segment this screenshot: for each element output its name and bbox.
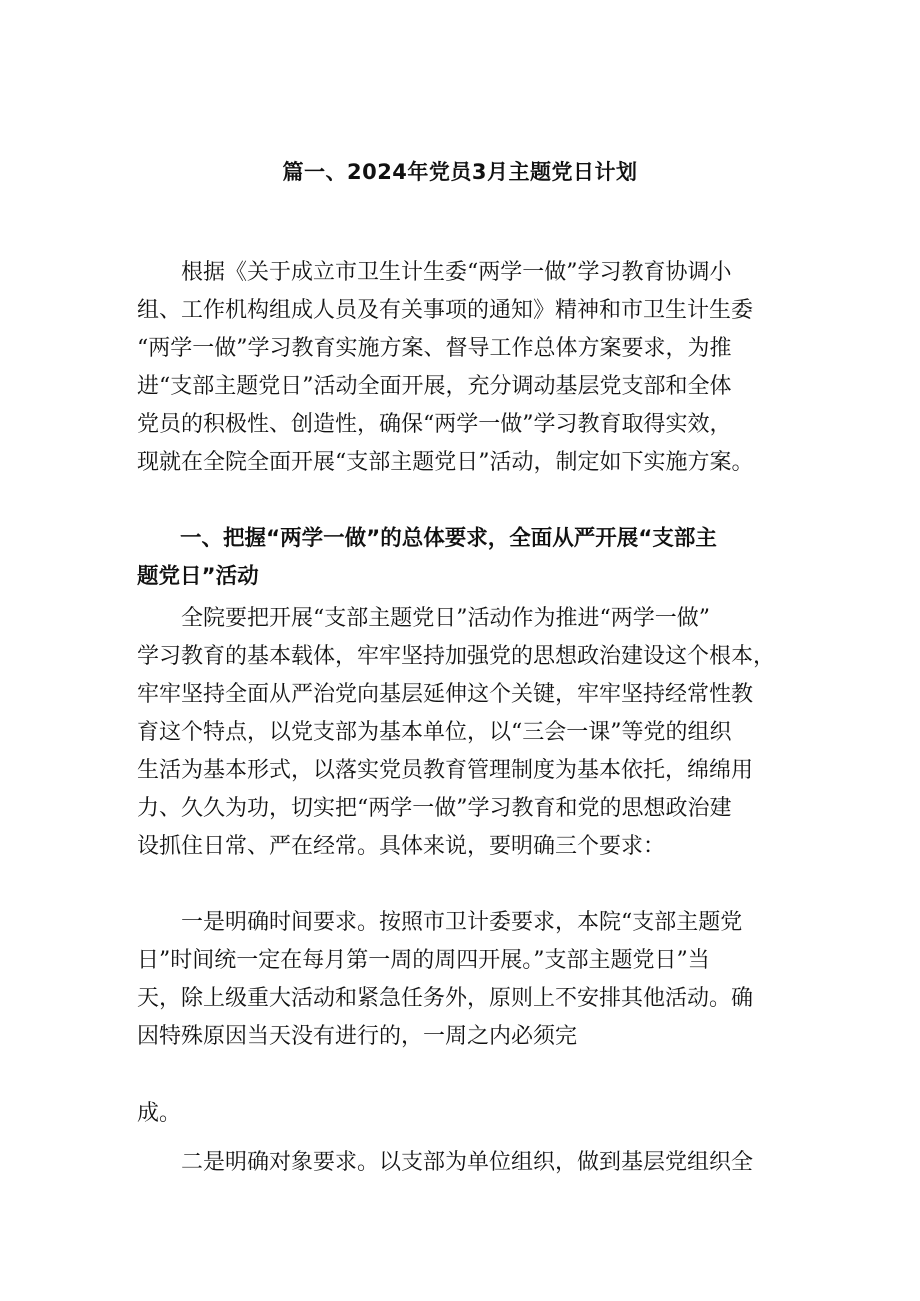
text-line: 成。 — [137, 1101, 182, 1126]
text-line: 天，除上级重大活动和紧急任务外，原则上不安排其他活动。确 — [137, 986, 754, 1011]
text-line: 根据《关于成立市卫生计生委“两学一做”学习教育协调小 — [137, 260, 732, 285]
text-line: 生活为基本形式，以落实党员教育管理制度为基本依托，绵绵用 — [137, 758, 754, 783]
text-line: “两学一做”学习教育实施方案、督导工作总体方案要求，为推 — [137, 336, 732, 361]
text-line: 现就在全院全面开展“支部主题党日”活动，制定如下实施方案。 — [137, 450, 754, 475]
text-line: 因特殊原因当天没有进行的，一周之内必须完 — [137, 1024, 578, 1049]
text-line: 设抓住日常、严在经常。具体来说，要明确三个要求： — [137, 834, 666, 859]
paragraph-time-requirement — [137, 904, 807, 1056]
text-line: 全院要把开展“支部主题党日”活动作为推进“两学一做” — [137, 606, 710, 631]
text-line: 学习教育的基本载体，牢牢坚持加强党的思想政治建设这个根本， — [137, 644, 776, 669]
text-line: 一是明确时间要求。按照市卫计委要求，本院“支部主题党 — [137, 910, 743, 935]
text-line: 日”时间统一定在每月第一周的周四开展。”支部主题党日”当 — [137, 948, 710, 973]
text-line: 二是明确对象要求。以支部为单位组织，做到基层党组织全 — [137, 1150, 754, 1175]
paragraph-target-requirement — [137, 1144, 807, 1182]
paragraph-section-1 — [137, 600, 807, 866]
text-line: 题党日”活动 — [137, 564, 259, 589]
section-heading-1 — [137, 520, 807, 596]
document-title: 篇一、2024年党员3月主题党日计划 — [282, 160, 638, 184]
paragraph-continuation — [137, 1095, 807, 1133]
text-line: 进“支部主题党日”活动全面开展，充分调动基层党支部和全体 — [137, 374, 732, 399]
text-line: 组、工作机构组成人员及有关事项的通知》精神和市卫生计生委 — [137, 298, 754, 323]
text-line: 一、把握“两学一做”的总体要求，全面从严开展“支部主 — [137, 526, 717, 551]
paragraph-intro — [137, 254, 807, 482]
text-line: 育这个特点，以党支部为基本单位，以“三会一课”等党的组织 — [137, 720, 732, 745]
text-line: 牢牢坚持全面从严治党向基层延伸这个关键，牢牢坚持经常性教 — [137, 682, 754, 707]
text-line: 党员的积极性、创造性，确保“两学一做”学习教育取得实效， — [137, 412, 732, 437]
text-line: 力、久久为功，切实把“两学一做”学习教育和党的思想政治建 — [137, 796, 732, 821]
